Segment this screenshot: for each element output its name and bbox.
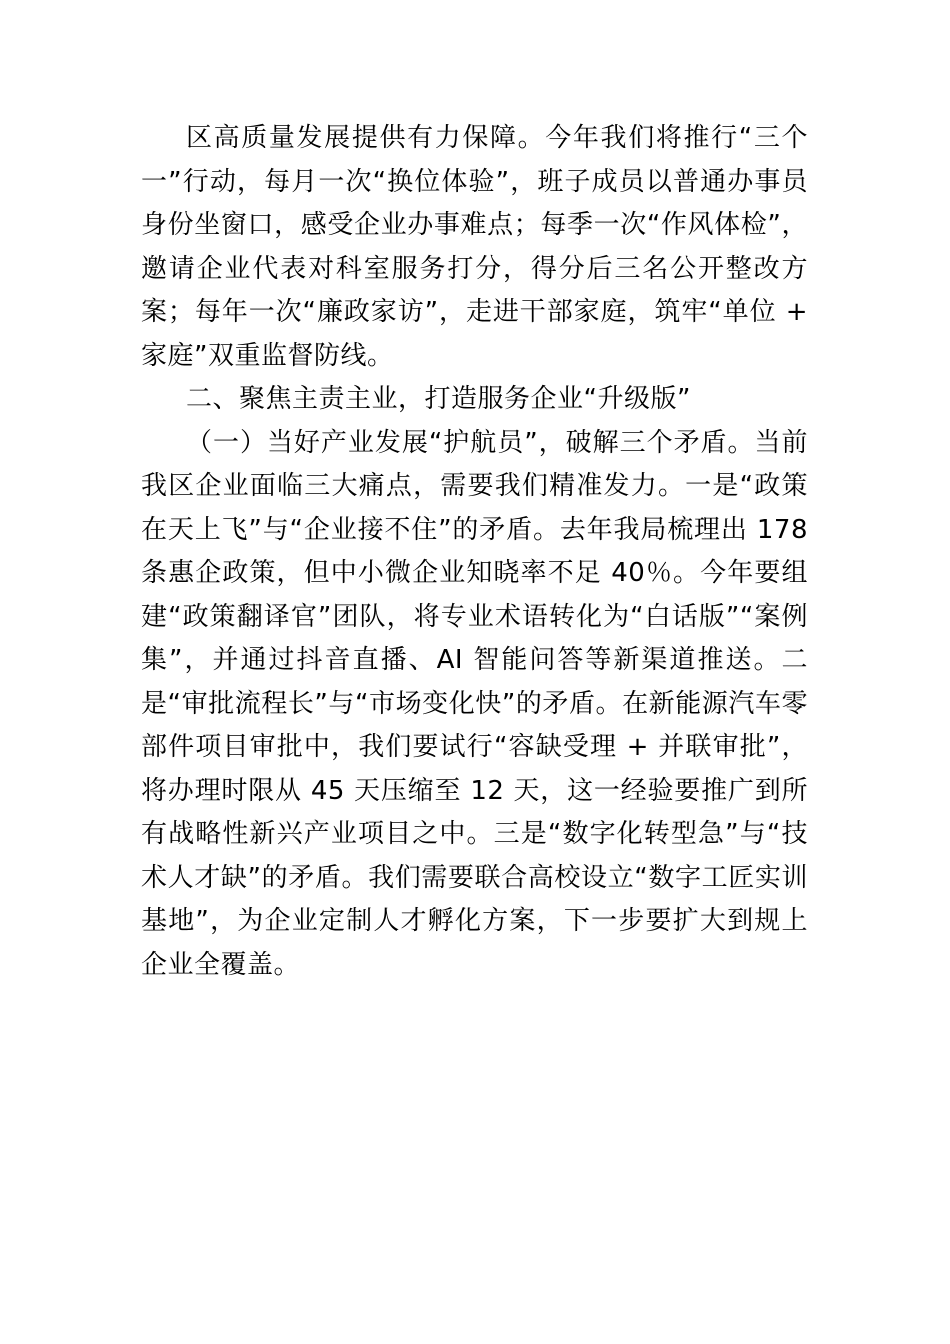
document-text-block <box>141 117 808 987</box>
paragraph-body: （一）当好产业发展“护航员”，破解三个矛盾。当前我区企业面临三大痛点，需要我们精准发力。一是“政策在天上飞”与“企业接不住”的矛盾。去年我局梳理出 178 条惠企政策，但中小微企业知晓率不足 40％。今年要组建“政策翻译官”团队，将专业术语转化为“白话版”“案例集”，并通过抖音直播、AI 智能问答等新渠道推送。二是“审批流程长”与“市场变化快”的矛盾。在新能源汽车零部件项目审批中，我们要试行“容缺受理 + 并联审批”，将办理时限从 45 天压缩至 12 天，这一经验要推广到所有战略性新兴产业项目之中。三是“数字化转型急”与“技术人才缺”的矛盾。我们需要联合高校设立“数字工匠实训基地”，为企业定制人才孵化方案，下一步要扩大到规上企业全覆盖。 <box>141 427 808 980</box>
section-heading: 二、聚焦主责主业，打造服务企业“升级版” <box>186 384 691 414</box>
paragraph-continuation: 区高质量发展提供有力保障。今年我们将推行“三个一”行动，每月一次“换位体验”，班子成员以普通办事员身份坐窗口，感受企业办事难点；每季一次“作风体检”，邀请企业代表对科室服务打分，得分后三名公开整改方案；每年一次“廉政家访”，走进干部家庭，筑牢“单位 + 家庭”双重监督防线。 <box>141 123 808 371</box>
